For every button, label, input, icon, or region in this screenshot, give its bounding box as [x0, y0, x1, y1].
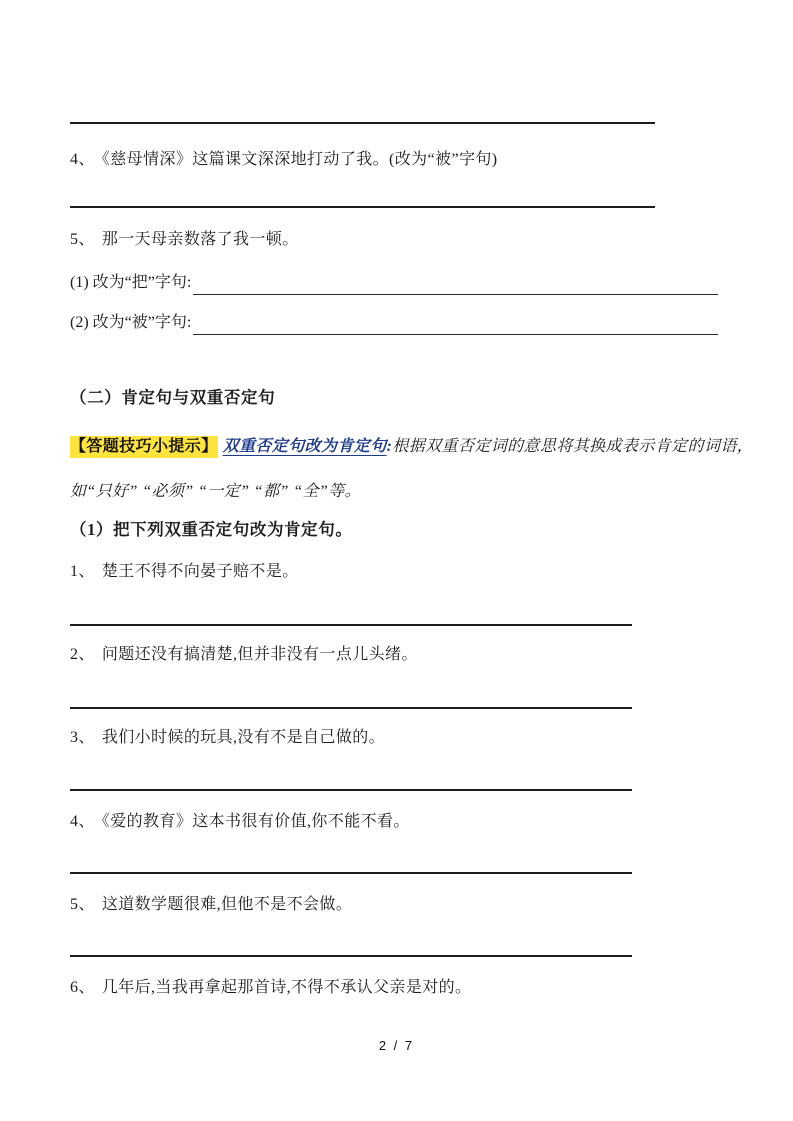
answer-line[interactable]	[70, 872, 632, 874]
page-number: 2 / 7	[378, 1038, 415, 1053]
question-number: 1、	[70, 563, 95, 580]
question-text: 我们小时候的玩具,没有不是自己做的。	[101, 729, 386, 746]
tip-line-1	[70, 434, 753, 460]
question-text: 《爱的教育》这本书很有价值,你不能不看。	[101, 813, 410, 830]
answer-line[interactable]	[70, 206, 655, 208]
tip-line-2: 如“只好” “必须” “一定” “都” “全”等。	[70, 483, 361, 500]
tip-text: 根据双重否定词的意思将其换成表示肯定的词语，	[392, 438, 754, 455]
sub-question-label: (1) 改为“把”字句:	[70, 274, 192, 291]
question-row	[70, 810, 410, 834]
question-row	[70, 148, 497, 172]
question-row	[70, 560, 299, 584]
sub-question-label: (2) 改为“被”字句:	[70, 314, 192, 331]
question-number: 4、	[70, 813, 95, 830]
tip-term: 双重否定句改为肯定句	[222, 438, 387, 455]
question-row	[70, 643, 418, 667]
question-row	[70, 976, 471, 1000]
answer-blank[interactable]	[193, 312, 718, 335]
question-number: 3、	[70, 729, 95, 746]
question-text: 这道数学题很难,但他不是不会做。	[101, 896, 353, 913]
question-number: 5、	[70, 231, 95, 248]
question-text: 问题还没有搞清楚,但并非没有一点儿头绪。	[101, 646, 418, 663]
answer-line[interactable]	[70, 707, 632, 709]
question-text: 《慈母情深》这篇课文深深地打动了我。(改为“被”字句)	[101, 151, 498, 168]
question-text: 那一天母亲数落了我一顿。	[101, 231, 299, 248]
answer-blank[interactable]	[193, 272, 718, 295]
question-text: 几年后,当我再拿起那首诗,不得不承认父亲是对的。	[101, 979, 472, 996]
question-number: 5、	[70, 896, 95, 913]
question-number: 6、	[70, 979, 95, 996]
question-row	[70, 893, 352, 917]
exercise-title: （1）把下列双重否定句改为肯定句。	[70, 520, 353, 539]
question-number: 2、	[70, 646, 95, 663]
section-title: （二）肯定句与双重否定句	[70, 388, 276, 407]
answer-line[interactable]	[70, 122, 655, 124]
sub-question-row	[70, 311, 718, 335]
answer-line[interactable]	[70, 624, 632, 626]
tip-badge: 【答题技巧小提示】	[70, 436, 218, 458]
question-number: 4、	[70, 151, 95, 168]
tip-colon: :	[386, 438, 393, 455]
question-row	[70, 726, 385, 750]
answer-line[interactable]	[70, 955, 632, 957]
answer-line[interactable]	[70, 789, 632, 791]
question-text: 楚王不得不向晏子赔不是。	[101, 563, 299, 580]
question-row	[70, 228, 299, 252]
sub-question-row	[70, 271, 718, 295]
